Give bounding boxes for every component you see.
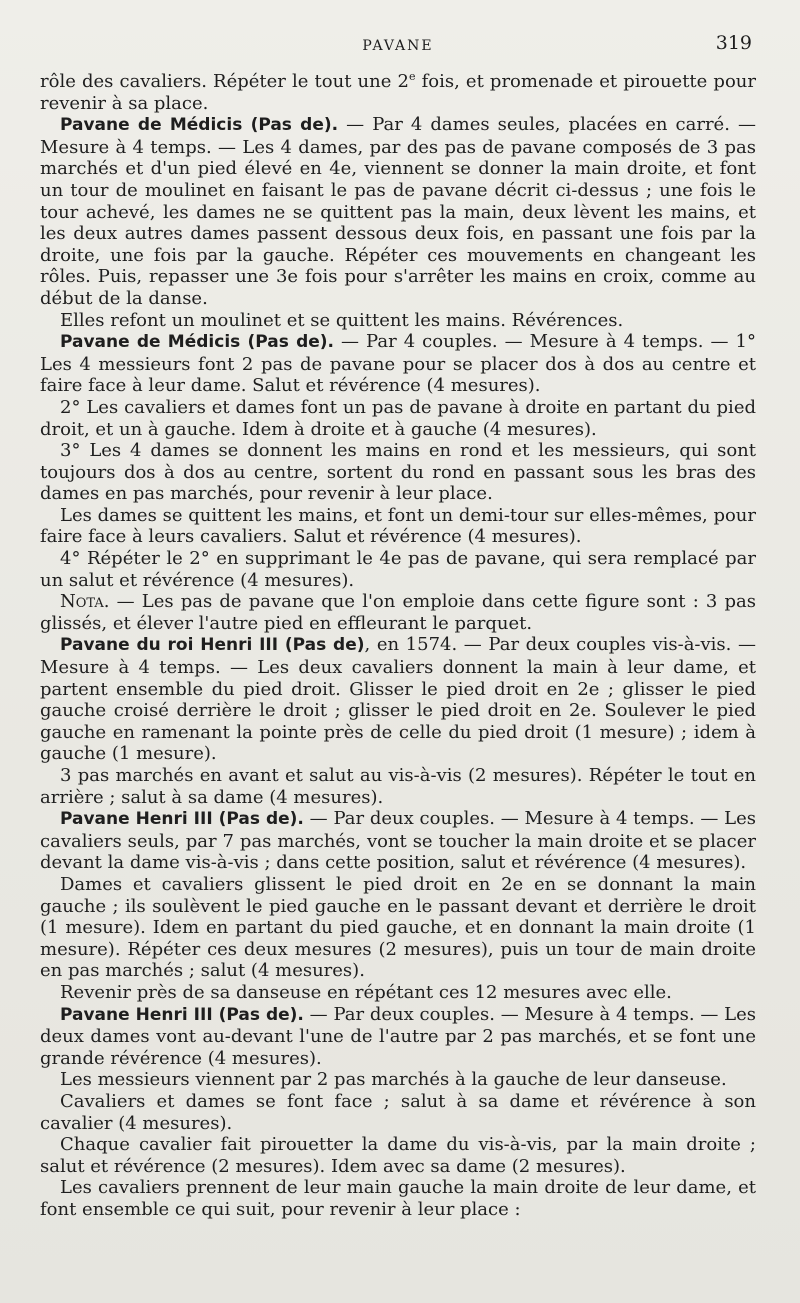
paragraph: Elles refont un moulinet et se quittent les mains. Révérences.	[60, 309, 624, 331]
paragraph-text: — Par 4 dames seules, placées en carré. — Mesure à 4 temps. — Les 4 dames, par des pas de pavane composés de 3 pas marchés et d'un pied élevé en 4e, viennent se donner la main droite, et font un tour de moulinet en faisant le pas de pavane décrit ci-dessus ; une fois le tour achevé, les dames ne se quittent pas la main, deux lèvent les mains, et les deux autres dames passent dessous deux fois, en passant une fois par la droite, une fois par la gauche. Répéter ces mouvements en changeant les rôles. Puis, repasser une 3e fois pour s'arrêter les mains en croix, comme au début de la danse.	[40, 114, 756, 309]
paragraph-text: — Par 4 couples. — Mesure à 4 temps. — 1° Les 4 messieurs font 2 pas de pavane pour se placer dos à dos au centre et faire face à leur dame. Salut et révérence (4 mesures).	[40, 331, 756, 397]
paragraph	[40, 808, 756, 874]
paragraph: Les cavaliers prennent de leur main gauche la main droite de leur dame, et font ensemble ce qui suit, pour revenir à leur place :	[40, 1177, 756, 1220]
paragraph-text: , en 1574. — Par deux couples vis-à-vis. — Mesure à 4 temps. — Les deux cavaliers donnent la main à leur dame, et partent ensemble du pied droit. Glisser le pied droit en 2e ; glisser le pied gauche croisé derrière le droit ; glisser le pied droit en 2e. Soulever le pied gauche en ramenant la pointe près de celle du pied droit (1 mesure) ; idem à gauche (1 mesure).	[40, 634, 756, 765]
paragraph: 3° Les 4 dames se donnent les mains en rond et les messieurs, qui sont toujours dos à dos au centre, sortent du rond en passant sous les bras des dames en pas marchés, pour revenir à leur place.	[40, 440, 756, 505]
paragraph-text: — Les pas de pavane que l'on emploie dans cette figure sont : 3 pas glissés, et élever l'autre pied en effleurant le parquet.	[40, 591, 756, 634]
paragraph	[40, 114, 756, 309]
paragraph: Chaque cavalier fait pirouetter la dame du vis-à-vis, par la main droite ; salut et révérence (2 mesures). Idem avec sa dame (2 mesures).	[40, 1134, 756, 1177]
paragraph-text: rôle des cavaliers. Répéter le tout une 2	[40, 71, 409, 92]
section-heading: Pavane Henri III (Pas de).	[60, 1004, 304, 1025]
paragraph	[40, 591, 756, 634]
section-heading: Pavane Henri III (Pas de).	[60, 809, 304, 830]
paragraph: Les dames se quittent les mains, et font un demi-tour sur elles-mêmes, pour faire face à leurs cavaliers. Salut et révérence (4 mesures).	[40, 504, 756, 548]
paragraph: Cavaliers et dames se font face ; salut à sa dame et révérence à son cavalier (4 mesures).	[40, 1090, 756, 1134]
paragraph	[40, 66, 756, 114]
paragraph: 2° Les cavaliers et dames font un pas de pavane à droite en partant du pied droit, et un à gauche. Idem à droite et à gauche (4 mesures).	[40, 396, 756, 440]
paragraph-text: — Par deux couples. — Mesure à 4 temps. — Les cavaliers seuls, par 7 pas marchés, vont se toucher la main droite et se placer devant la dame vis-à-vis ; dans cette position, salut et révérence (4 mesures).	[40, 808, 757, 874]
running-title: PAVANE	[362, 38, 434, 54]
superscript: e	[408, 70, 416, 83]
page-number: 319	[715, 32, 752, 54]
paragraph	[40, 1004, 756, 1070]
paragraph	[40, 331, 756, 397]
paragraph-text: — Par deux couples. — Mesure à 4 temps. — Les deux dames vont au-devant l'une de l'autre par 2 pas marchés, et se font une grande révérence (4 mesures).	[40, 1003, 757, 1069]
section-heading: Pavane du roi Henri III (Pas de)	[60, 635, 365, 656]
paragraph: Dames et cavaliers glissent le pied droit en 2e en se donnant la main gauche ; ils soulèvent le pied gauche en le passant devant et derrière le droit (1 mesure). Idem en partant du pied gauche, et en donnant la main droite (1 mesure). Répéter ces deux mesures (2 mesures), puis un tour de main droite en pas marchés ; salut (4 mesures).	[40, 873, 756, 982]
paragraph	[40, 634, 756, 765]
paragraph: Revenir près de sa danseuse en répétant ces 12 mesures avec elle.	[60, 981, 672, 1003]
paragraph: 3 pas marchés en avant et salut au vis-à-vis (2 mesures). Répéter le tout en arrière ; salut à sa dame (4 mesures).	[40, 765, 756, 808]
paragraph-text: fois, et promenade et pirouette pour revenir à sa place.	[40, 71, 756, 114]
paragraph: Les messieurs viennent par 2 pas marchés à la gauche de leur danseuse.	[60, 1069, 727, 1091]
page-header	[40, 30, 756, 66]
paragraph: 4° Répéter le 2° en supprimant le 4e pas de pavane, qui sera remplacé par un salut et révérence (4 mesures).	[40, 548, 756, 591]
nota-label: Nota.	[60, 591, 110, 613]
section-heading: Pavane de Médicis (Pas de).	[60, 115, 339, 136]
section-heading: Pavane de Médicis (Pas de).	[60, 332, 334, 353]
